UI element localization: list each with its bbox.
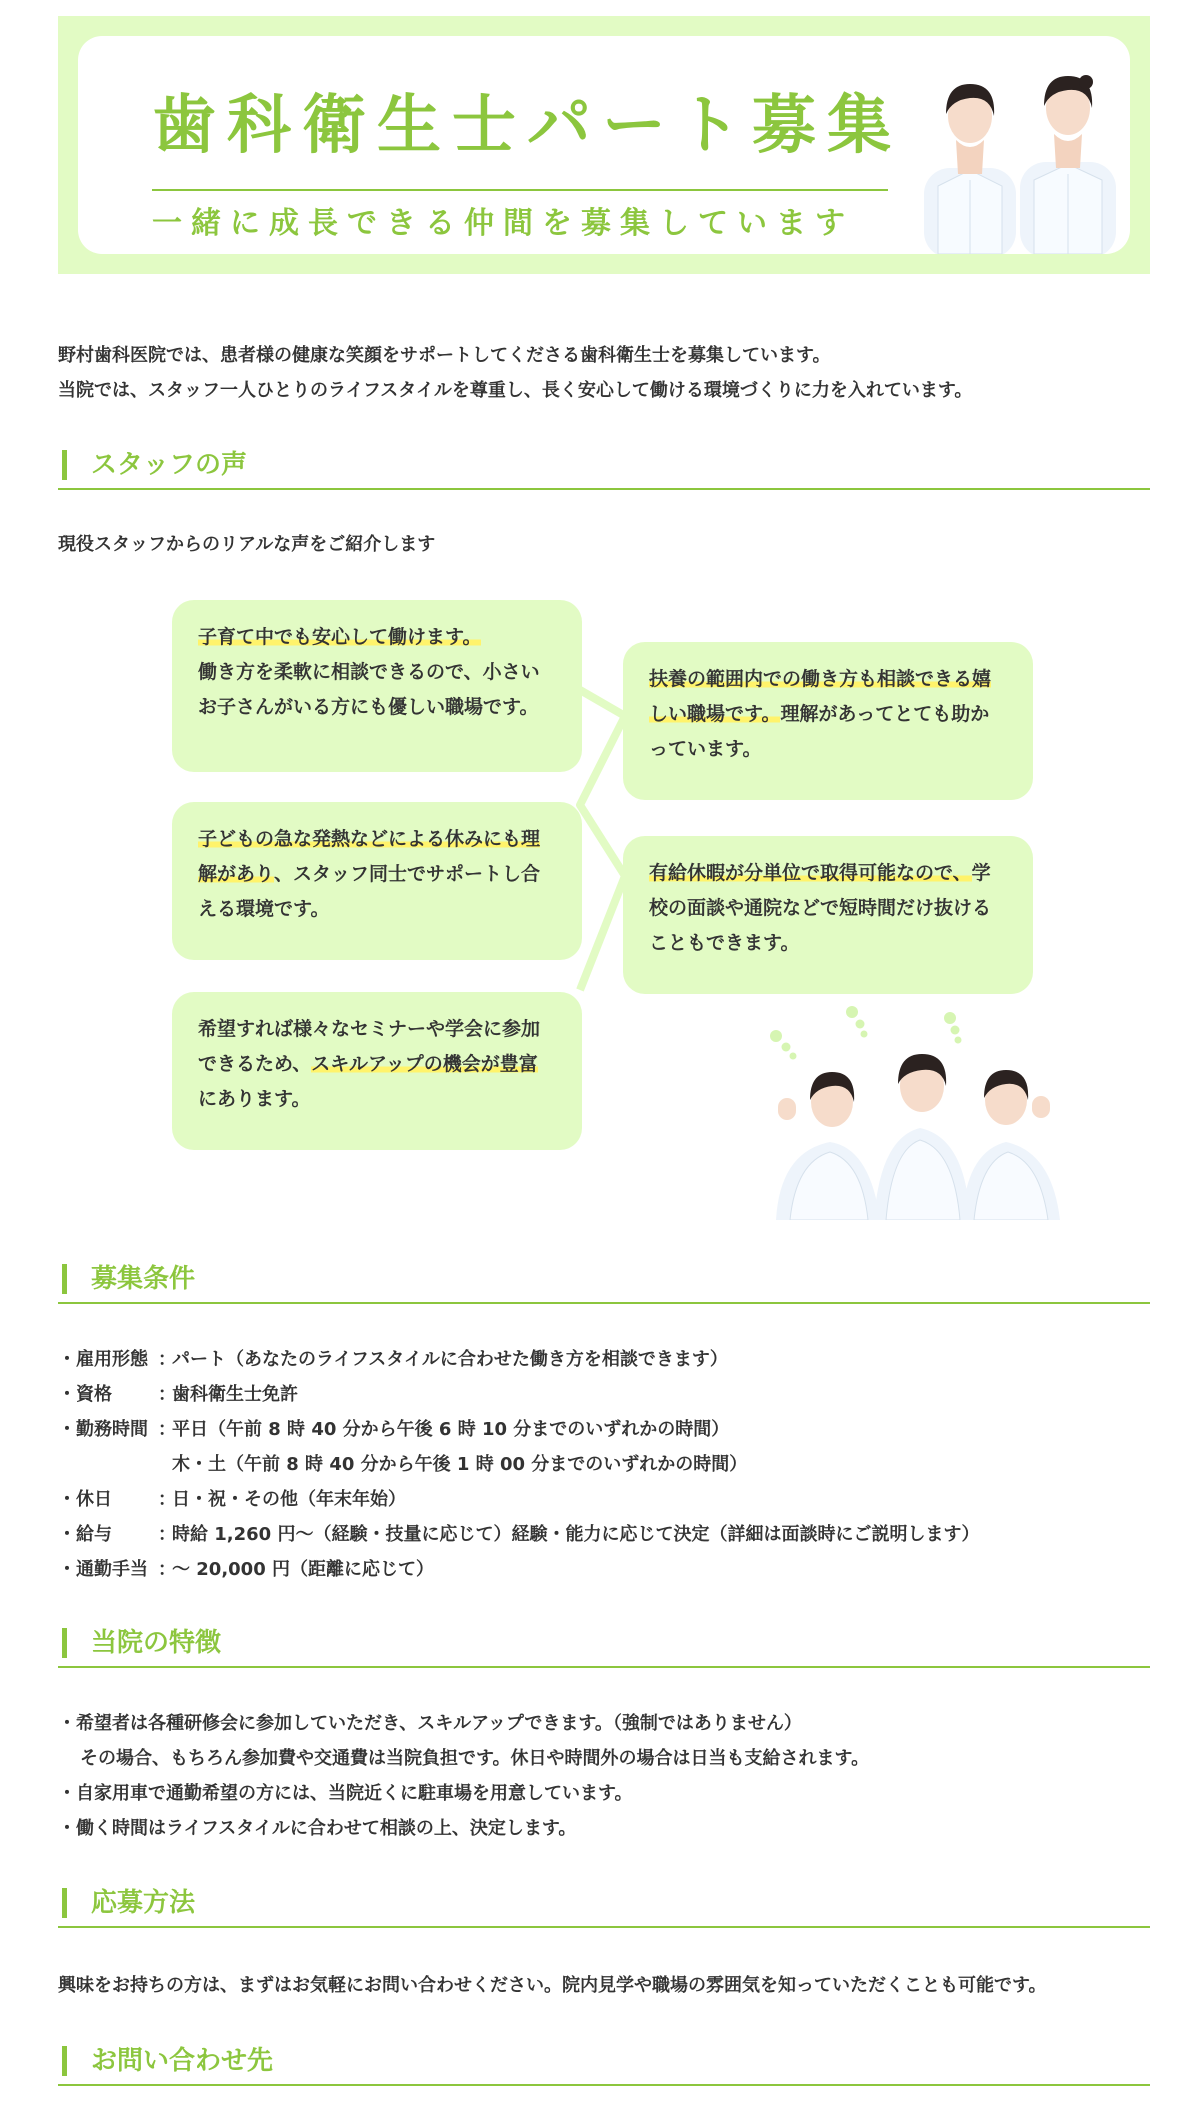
hero-card: [78, 36, 1130, 254]
feature-item: ・自家用車で通勤希望の方には、当院近くに駐車場を用意しています。: [58, 1783, 633, 1804]
condition-item: ・雇用形態 ：パート（あなたのライフスタイルに合わせた働き方を相談できます）: [58, 1349, 728, 1370]
section-marker: [62, 1888, 67, 1918]
section-title: お問い合わせ先: [91, 2046, 274, 2076]
section-heading-conditions: [58, 1262, 1150, 1304]
voice-text: にあります。: [198, 1088, 311, 1110]
voice-bubble-3: [172, 802, 582, 960]
section-title: 応募方法: [91, 1888, 196, 1918]
voice-highlight: スキルアップの機会が豊富: [311, 1053, 538, 1075]
apply-text: 興味をお持ちの方は、まずはお気軽にお問い合わせください。院内見学や職場の雰囲気を知っていただくことも可能です。: [58, 1975, 1047, 1996]
feature-item: ・希望者は各種研修会に参加していただき、スキルアップできます。（強制ではありません）: [58, 1713, 802, 1734]
voice-text: 、スタッフ同士でサポートし合える環境です。: [198, 863, 541, 920]
section-marker: [62, 450, 67, 480]
voice-bubble-1: [172, 600, 582, 772]
voice-highlight: 扶養の範囲内での働き方も相談できる嬉しい職場です。: [649, 668, 992, 725]
section-title: 募集条件: [91, 1264, 196, 1294]
condition-item: 木・土（午前 8 時 40 分から午後 1 時 00 分までのいずれかの時間）: [172, 1454, 748, 1475]
section-title: スタッフの声: [91, 450, 248, 480]
intro-line: 当院では、スタッフ一人ひとりのライフスタイルを尊重し、長く安心して働ける環境づくりに力を入れています。: [58, 380, 973, 401]
section-marker: [62, 1264, 67, 1294]
conditions-list: [58, 1342, 979, 1587]
section-title: 当院の特徴: [91, 1628, 222, 1658]
section-heading-apply: [58, 1886, 1150, 1928]
condition-item: ・休日 ：日・祝・その他（年末年始）: [58, 1489, 406, 1510]
section-heading-voice: [58, 448, 1150, 490]
voice-highlight: 有給休暇が分単位で取得可能なので、: [649, 862, 972, 884]
intro-line: 野村歯科医院では、患者様の健康な笑顔をサポートしてくださる歯科衛生士を募集しています。: [58, 345, 831, 366]
condition-item: ・給与 ：時給 1,260 円～（経験・技量に応じて）経験・能力に応じて決定（詳細は面談時にご説明します）: [58, 1524, 980, 1545]
feature-item: ・働く時間はライフスタイルに合わせて相談の上、決定します。: [58, 1818, 577, 1839]
hero-banner: [58, 16, 1150, 274]
voice-highlight: 子育て中でも安心して働けます。: [198, 626, 482, 648]
hero-divider: [152, 189, 888, 191]
features-list: [58, 1706, 869, 1846]
hero-title: 歯科衛生士パート募集: [152, 89, 902, 163]
voice-text: 学校の面談や通院などで短時間だけ抜けることもできます。: [649, 862, 992, 954]
feature-item: その場合、もちろん参加費や交通費は当院負担です。休日や時間外の場合は日当も支給されます。: [80, 1748, 870, 1769]
hero-subtitle: 一緒に成長できる仲間を募集しています: [152, 206, 854, 241]
condition-item: ・通勤手当 ：～ 20,000 円（距離に応じて）: [58, 1559, 434, 1580]
section-marker: [62, 2046, 67, 2076]
condition-item: ・勤務時間 ：平日（午前 8 時 40 分から午後 6 時 10 分までのいずれかの時間）: [58, 1419, 730, 1440]
intro-text: [58, 338, 972, 408]
voice-highlight: 子どもの急な発熱などによる休みにも理解があり: [198, 828, 541, 885]
voice-text: 希望すれば様々なセミナーや学会に参加できるため、: [198, 1018, 541, 1075]
hygienists-photo: [916, 58, 1122, 254]
voice-bubble-2: [623, 642, 1033, 800]
condition-item: ・資格 ：歯科衛生士免許: [58, 1384, 298, 1405]
voice-bubble-4: [623, 836, 1033, 994]
voice-bubble-5: [172, 992, 582, 1150]
section-heading-features: [58, 1626, 1150, 1668]
staff-group-photo: [770, 1002, 1070, 1220]
section-heading-contact: [58, 2044, 1150, 2086]
voice-lead-text: 現役スタッフからのリアルな声をご紹介します: [58, 534, 436, 555]
voice-text: 働き方を柔軟に相談できるので、小さいお子さんがいる方にも優しい職場です。: [198, 661, 540, 718]
section-marker: [62, 1628, 67, 1658]
voice-text: 理解があってとても助かっています。: [649, 703, 990, 760]
